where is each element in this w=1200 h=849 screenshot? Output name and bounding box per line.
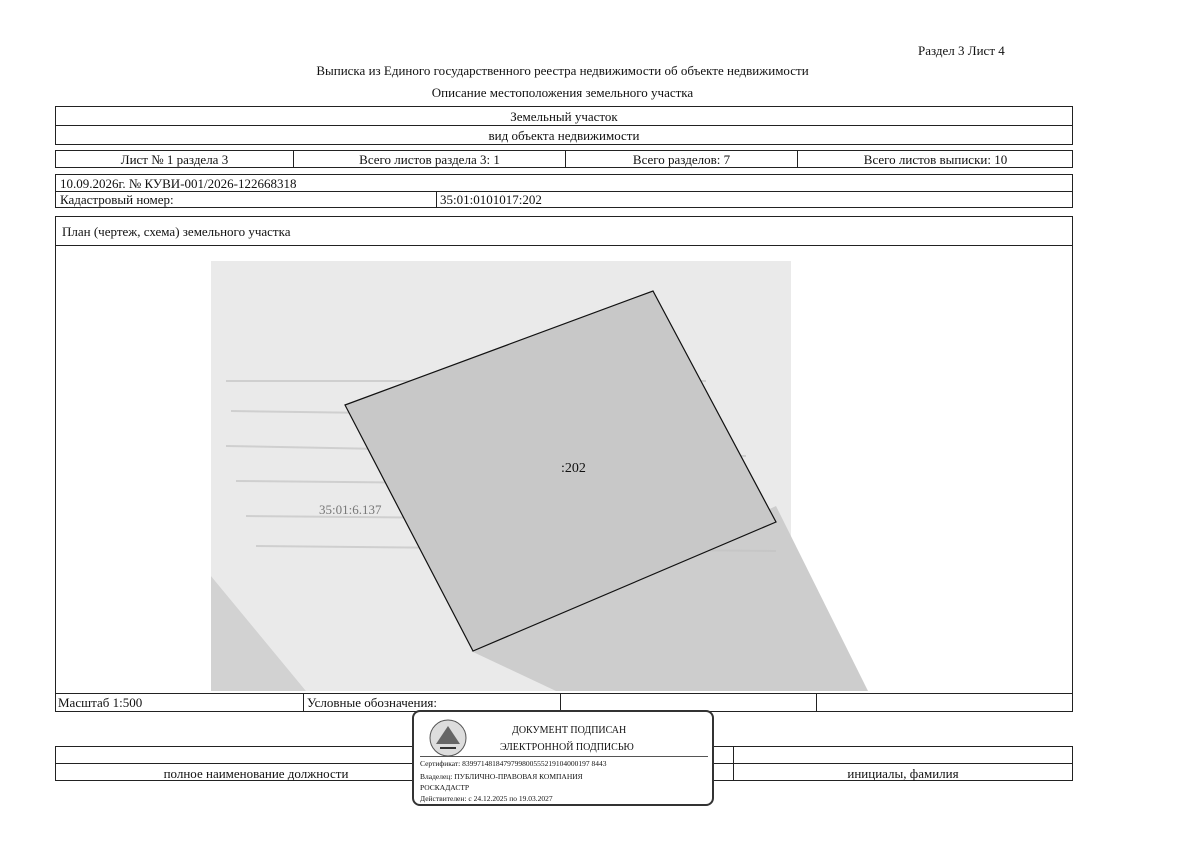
doc-info-block xyxy=(55,174,1073,208)
plan-title: План (чертеж, схема) земельного участка xyxy=(62,224,291,239)
legend-label: Условные обозначения: xyxy=(307,695,438,710)
stamp-certificate: Сертификат: 8399714818479799800555219104000197 8443 xyxy=(420,759,607,768)
extract-sheets-total: Всего листов выписки: 10 xyxy=(863,152,1008,167)
e-signature-stamp xyxy=(412,710,714,806)
sheets-row xyxy=(55,150,1073,168)
object-kind-label: вид объекта недвижимости xyxy=(488,128,640,143)
stamp-line2: ЭЛЕКТРОННОЙ ПОДПИСЬЮ xyxy=(500,742,634,753)
sheet-number: Лист № 1 раздела 3 xyxy=(120,152,229,167)
neighbor-parcel-label: 35:01:6.137 xyxy=(319,502,382,517)
emblem-icon xyxy=(428,718,468,758)
cadastral-label: Кадастровый номер: xyxy=(60,192,174,207)
stamp-owner: Владелец: ПУБЛИЧНО-ПРАВОВАЯ КОМПАНИЯ xyxy=(420,772,583,781)
document-title: Выписка из Единого государственного реестра недвижимости об объекте недвижимости xyxy=(316,63,809,78)
scale-label: Масштаб 1:500 xyxy=(58,695,143,710)
stamp-validity: Действителен: с 24.12.2025 по 19.03.2027 xyxy=(420,794,553,803)
section-sheet-label: Раздел 3 Лист 4 xyxy=(918,43,1005,58)
stamp-line1: ДОКУМЕНТ ПОДПИСАН xyxy=(512,725,627,736)
stamp-owner2: РОСКАДАСТР xyxy=(420,783,470,792)
object-type-box xyxy=(55,106,1073,145)
cadastral-value: 35:01:0101017:202 xyxy=(440,192,542,207)
object-name: Земельный участок xyxy=(510,109,618,124)
plan-box xyxy=(55,216,1073,712)
parcel-label: :202 xyxy=(561,461,586,476)
position-label: полное наименование должности xyxy=(163,766,349,781)
document-subtitle: Описание местоположения земельного участка xyxy=(431,85,694,100)
name-label: инициалы, фамилия xyxy=(847,766,959,781)
date-number: 10.09.2026г. № КУВИ-001/2026-122668318 xyxy=(60,176,297,191)
sections-total: Всего разделов: 7 xyxy=(632,152,731,167)
section-sheets-total: Всего листов раздела 3: 1 xyxy=(359,152,500,167)
